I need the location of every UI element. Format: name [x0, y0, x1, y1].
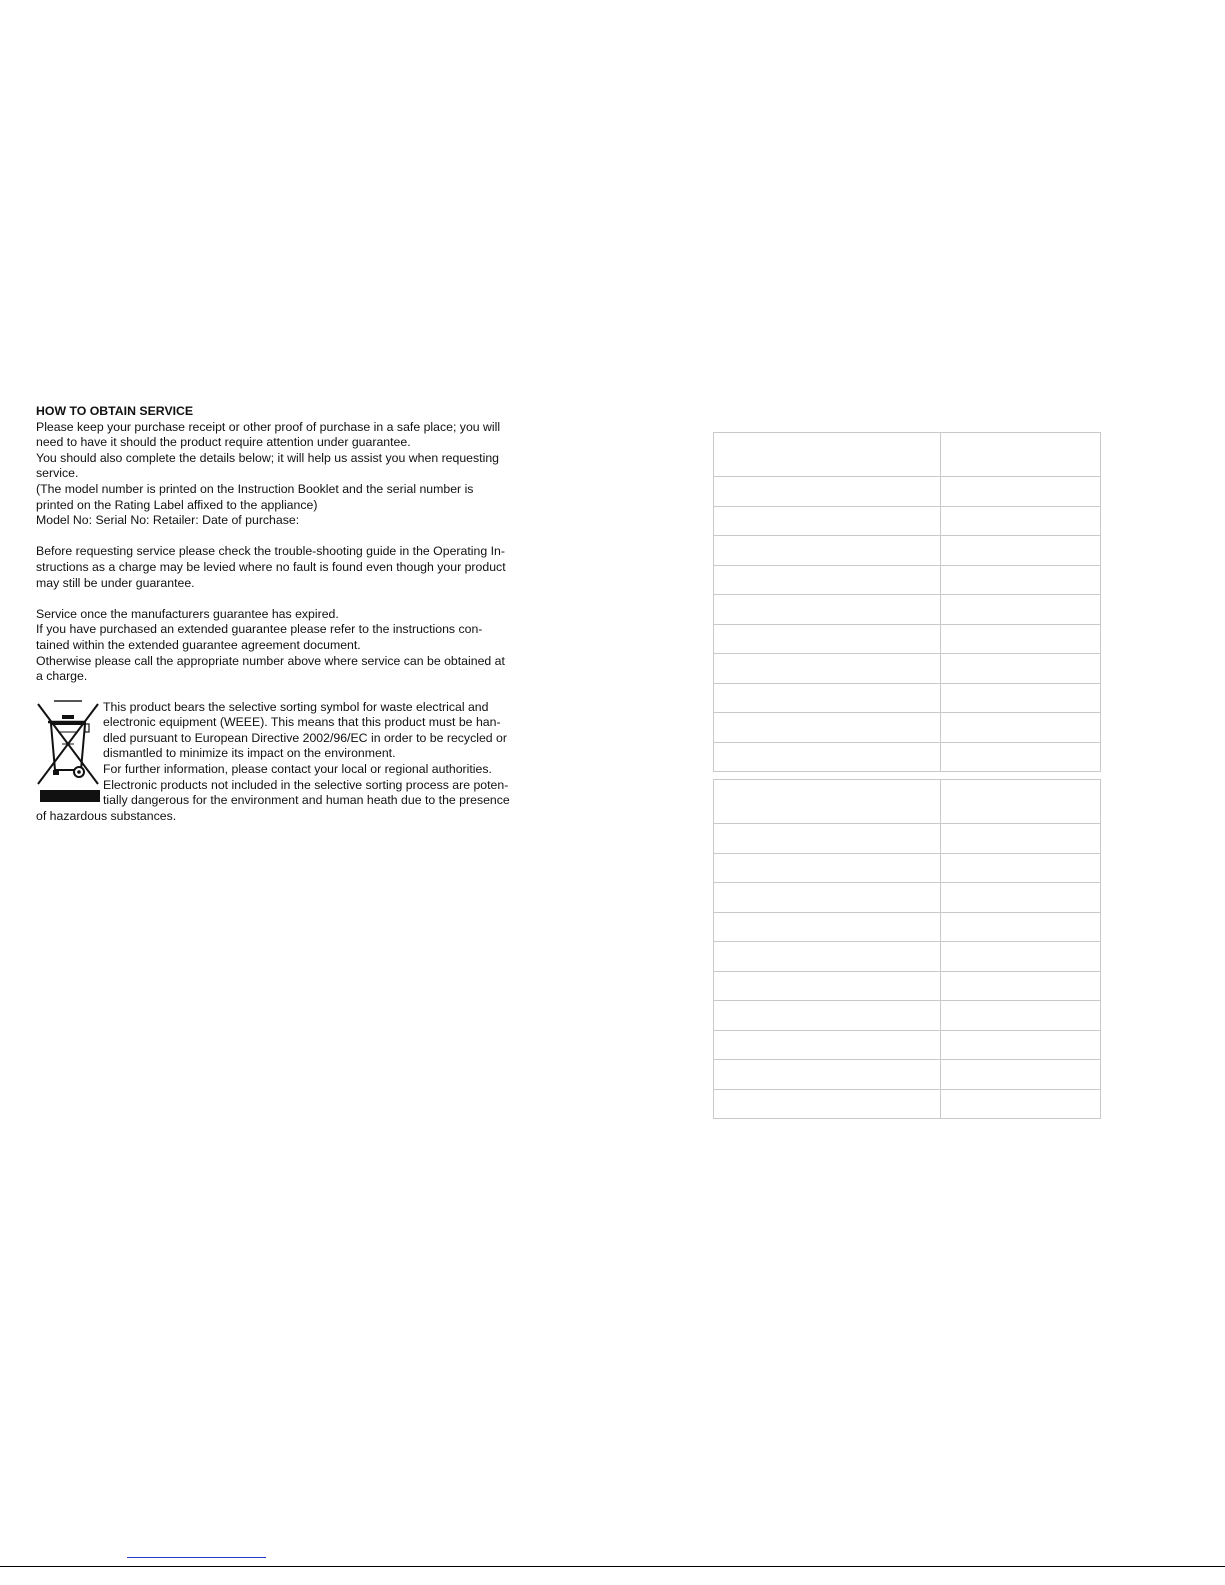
table-row [714, 1060, 1101, 1090]
weee-line: Electronic products not included in the selective sorting process are poten- [103, 777, 509, 792]
table-cell [941, 506, 1101, 536]
weee-line: This product bears the selective sorting symbol for waste electrical and [103, 699, 489, 714]
weee-line: electronic equipment (WEEE). This means that this product must be han- [103, 715, 501, 730]
table-cell [941, 942, 1101, 972]
table-cell [714, 624, 941, 654]
table-cell [941, 853, 1101, 883]
table-cell [714, 433, 941, 477]
table-row [714, 477, 1101, 507]
table-row [714, 1089, 1101, 1119]
table-cell [714, 1060, 941, 1090]
check-line: Before requesting service please check the trouble-shooting guide in the Operating In- [36, 544, 505, 559]
expired-line: If you have purchased an extended guarantee please refer to the instructions con- [36, 622, 483, 637]
expired-line: Service once the manufacturers guarantee has expired. [36, 606, 339, 621]
table-cell [714, 477, 941, 507]
weee-line: tially dangerous for the environment and human heath due to the presence [103, 793, 510, 808]
paragraph-gap [36, 529, 536, 545]
expired-line: a charge. [36, 669, 88, 684]
table-row [714, 624, 1101, 654]
table-cell [714, 971, 941, 1001]
table-cell [714, 742, 941, 772]
contact-table-2 [713, 779, 1101, 1119]
table-row [714, 912, 1101, 942]
table-row [714, 883, 1101, 913]
table-row [714, 565, 1101, 595]
contact-tables [713, 432, 1100, 1119]
service-line: service. [36, 466, 79, 481]
table-cell [714, 595, 941, 625]
service-line: (The model number is printed on the Instruction Booklet and the serial number is [36, 481, 474, 496]
table-cell [714, 780, 941, 824]
table-cell [941, 565, 1101, 595]
table-row [714, 942, 1101, 972]
weee-line: dled pursuant to European Directive 2002/96/EC in order to be recycled or [103, 730, 507, 745]
table-cell [714, 506, 941, 536]
table-cell [941, 595, 1101, 625]
table-row [714, 853, 1101, 883]
table-cell [941, 477, 1101, 507]
table-cell [941, 713, 1101, 743]
service-line: printed on the Rating Label affixed to the appliance) [36, 497, 318, 512]
table-row [714, 433, 1101, 477]
table-row [714, 506, 1101, 536]
table-cell [941, 780, 1101, 824]
table-cell [714, 1089, 941, 1119]
table-row [714, 971, 1101, 1001]
table-cell [941, 433, 1101, 477]
expired-line: Otherwise please call the appropriate number above where service can be obtained at [36, 653, 505, 668]
weee-notice [36, 700, 536, 825]
check-line: may still be under guarantee. [36, 575, 195, 590]
table-cell [941, 971, 1101, 1001]
table-cell [714, 1030, 941, 1060]
weee-line: dismantled to minimize its impact on the environment. [103, 746, 396, 761]
table-cell [941, 742, 1101, 772]
table-cell [941, 1030, 1101, 1060]
table-cell [714, 536, 941, 566]
table-cell [941, 824, 1101, 854]
check-line: structions as a charge may be levied where no fault is found even though your product [36, 559, 506, 574]
table-row [714, 824, 1101, 854]
service-line: You should also complete the details below; it will help us assist you when requesting [36, 450, 500, 465]
service-line: Please keep your purchase receipt or other proof of purchase in a safe place; you will [36, 419, 501, 434]
table-cell [941, 1089, 1101, 1119]
contact-table-1 [713, 432, 1101, 772]
expired-line: tained within the extended guarantee agreement document. [36, 637, 361, 652]
table-cell [941, 1001, 1101, 1031]
table-cell [714, 824, 941, 854]
table-cell [941, 912, 1101, 942]
paragraph-gap [36, 591, 536, 607]
table-cell [714, 1001, 941, 1031]
table-row [714, 536, 1101, 566]
table-row [714, 683, 1101, 713]
table-cell [714, 565, 941, 595]
table-row [714, 595, 1101, 625]
table-row [714, 1030, 1101, 1060]
weee-line: of hazardous substances. [36, 808, 177, 823]
table-row [714, 713, 1101, 743]
section-heading: HOW TO OBTAIN SERVICE [36, 404, 194, 418]
bottom-rule [0, 1566, 1225, 1567]
weee-line: For further information, please contact your local or regional authorities. [103, 762, 492, 777]
table-cell [714, 883, 941, 913]
table-cell [941, 1060, 1101, 1090]
table-row [714, 742, 1101, 772]
table-cell [941, 654, 1101, 684]
table-cell [941, 624, 1101, 654]
table-cell [714, 654, 941, 684]
model-details-line: Model No: Serial No: Retailer: Date of purchase: [36, 513, 300, 528]
table-gap [713, 772, 1100, 779]
crossed-out-wheelie-bin-icon [36, 700, 100, 804]
table-row [714, 1001, 1101, 1031]
weee-text [36, 700, 536, 825]
table-cell [941, 536, 1101, 566]
table-cell [714, 683, 941, 713]
service-section [36, 404, 536, 824]
table-cell [714, 912, 941, 942]
service-line: need to have it should the product require attention under guarantee. [36, 435, 411, 450]
table-cell [941, 683, 1101, 713]
table-cell [714, 942, 941, 972]
table-cell [714, 713, 941, 743]
link-underline [127, 1557, 266, 1558]
table-row [714, 780, 1101, 824]
table-row [714, 654, 1101, 684]
table-cell [941, 883, 1101, 913]
table-cell [714, 853, 941, 883]
